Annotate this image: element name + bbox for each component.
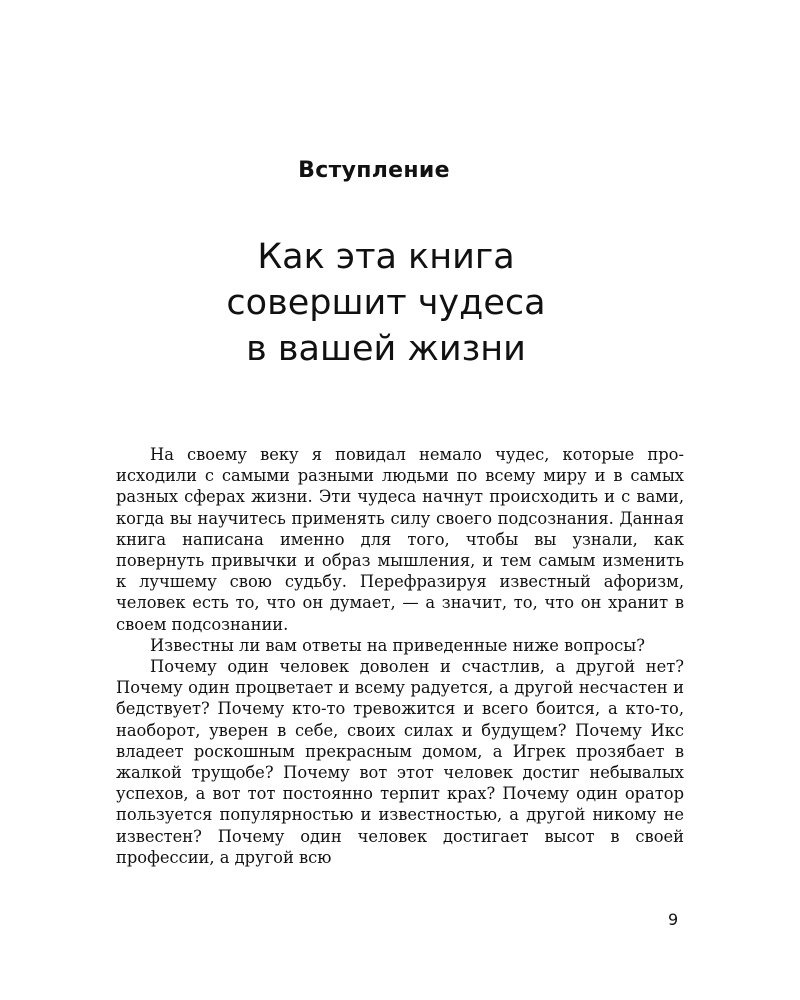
page-number: 9 <box>668 910 679 929</box>
chapter-title-line: Как эта книга <box>257 237 515 277</box>
paragraph: Известны ли вам ответы на приведенные ниже вопросы? <box>150 635 645 655</box>
section-label: Вступление <box>298 158 450 183</box>
chapter-title <box>0 234 772 372</box>
body-text <box>116 444 684 868</box>
chapter-title-line: в вашей жизни <box>246 329 526 369</box>
paragraph: Почему один человек доволен и счастлив, а другой нет? Почему один процветает и всему радуется, а другой несчастен и бедствует? Почему кто-то тревожится и всего боится, а кто-то, наоборот, уверен в себе, своих силах и будущем? Почему Икс владеет роскошным прекрасным домом, а Игрек прозябает в жалкой трущобе? Почему вот этот человек достиг небывалых успехов, а вот тот постоянно терпит крах? Почему один оратор пользуется популярностью и известностью, а другой никому не известен? Почему один человек достигает высот в своей профессии, а другой всю <box>116 657 684 867</box>
paragraph: На своему веку я повидал немало чудес, которые происходили с самыми разными людьми по всему миру и в самых разных сферах жизни. Эти чудеса начнут происходить и с вами, когда вы научитесь применять силу своего подсознания. Данная книга написана именно для того, чтобы вы узнали, как повернуть привычки и образ мышления, и тем самым изменить к лучшему свою судьбу. Перефразируя известный афоризм, человек есть то, что он думает, — а значит, то, что он хранит в своем подсознании. <box>116 445 684 634</box>
chapter-title-line: совершит чудеса <box>226 283 546 323</box>
